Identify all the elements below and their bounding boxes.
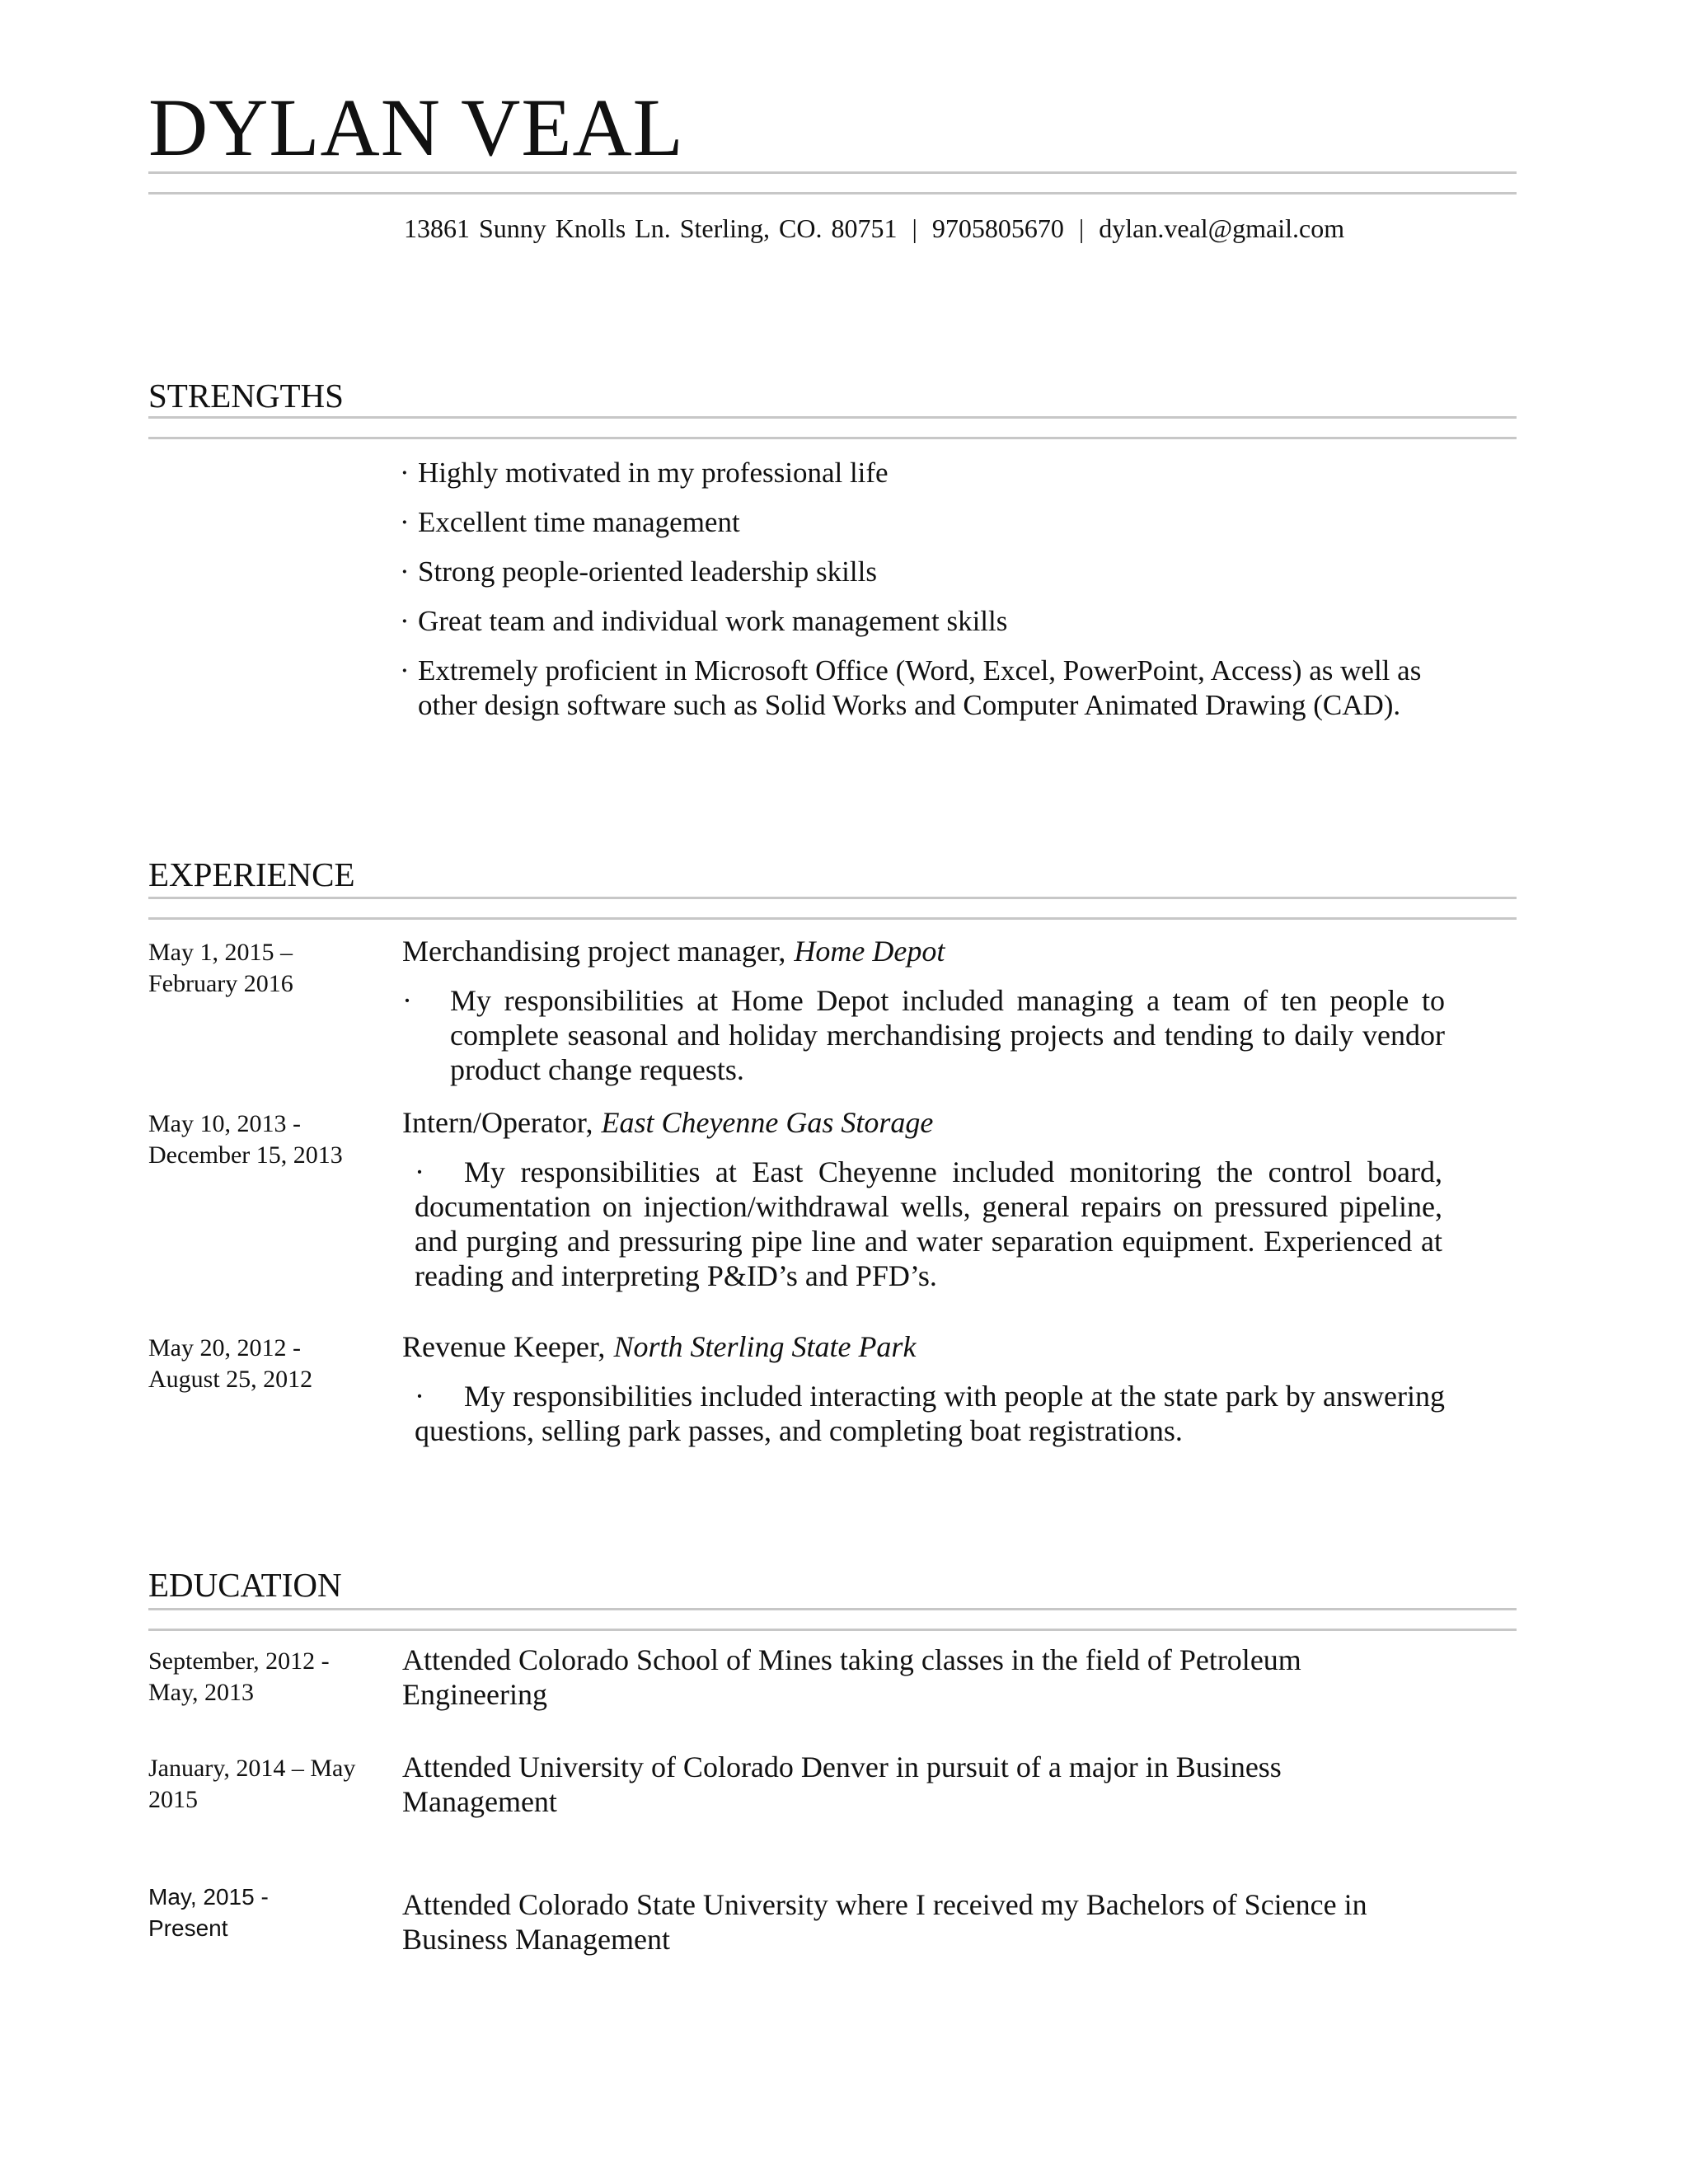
experience-rule-bottom: [148, 917, 1517, 920]
list-item: · Great team and individual work management skills: [400, 605, 1008, 637]
job-title: Merchandising project manager, Home Depot: [402, 935, 945, 968]
bullet-icon: ·: [415, 1380, 424, 1413]
separator: |: [1078, 213, 1085, 243]
phone-number: 9705805670: [931, 213, 1064, 243]
education-entry: Attended University of Colorado Denver in pursuit of a major in Business Management: [402, 1750, 1282, 1818]
job-description: · My responsibilities at Home Depot included managing a team of ten people to complete seasonal and holiday merchandising projects and tending to daily vendor product change requests.: [402, 984, 1445, 1086]
list-item: · Highly motivated in my professional life: [400, 457, 889, 489]
education-entry: Attended Colorado School of Mines taking classes in the field of Petroleum Engineering: [402, 1643, 1301, 1711]
email-address: dylan.veal@gmail.com: [1099, 213, 1345, 243]
job-title: Revenue Keeper, North Sterling State Park: [402, 1330, 917, 1363]
contact-line: [404, 212, 1344, 245]
job-date: May 10, 2013 - December 15, 2013: [148, 1110, 343, 1169]
strengths-rule-top: [148, 416, 1517, 419]
header-rule-top: [148, 171, 1517, 174]
experience-rule-top: [148, 897, 1517, 899]
bullet-icon: ·: [402, 984, 412, 1017]
education-entry: Attended Colorado State University where I received my Bachelors of Science in Business Management: [402, 1888, 1367, 1956]
bullet-icon: ·: [415, 1155, 424, 1188]
bullet-icon: ·: [400, 506, 410, 538]
education-date: September, 2012 - May, 2013: [148, 1647, 330, 1706]
header-rule-bottom: [148, 192, 1517, 194]
candidate-name: DYLAN VEAL: [148, 82, 684, 173]
job-title: Intern/Operator, East Cheyenne Gas Storage: [402, 1106, 934, 1139]
list-item: · Excellent time management: [400, 506, 740, 538]
education-date: May, 2015 - Present: [148, 1884, 269, 1941]
job-description: · My responsibilities at East Cheyenne included monitoring the control board, documentation on injection/withdrawal wells, general repairs on pressured pipeline, and purging and pressuring pipe line and water separation equipment. Experienced at reading and interpreting P&ID’s and PFD’s.: [415, 1155, 1442, 1292]
strengths-rule-bottom: [148, 437, 1517, 439]
section-title-experience: EXPERIENCE: [148, 855, 355, 893]
strengths-list: [400, 456, 1463, 738]
list-item: · Strong people-oriented leadership skills: [400, 555, 877, 588]
job-entry: [402, 1105, 1442, 1293]
job-date: May 1, 2015 – February 2016: [148, 939, 293, 997]
job-date: May 20, 2012 - August 25, 2012: [148, 1334, 313, 1393]
bullet-icon: ·: [400, 605, 410, 637]
section-title-strengths: STRENGTHS: [148, 377, 344, 415]
separator: |: [912, 213, 917, 243]
company-name: East Cheyenne Gas Storage: [601, 1106, 934, 1139]
bullet-icon: ·: [400, 555, 410, 588]
education-date: January, 2014 – May 2015: [148, 1755, 356, 1813]
job-entry: [402, 934, 1445, 1087]
job-entry: [402, 1329, 1445, 1448]
bullet-icon: ·: [400, 457, 410, 489]
job-description: · My responsibilities included interacting with people at the state park by answering questions, selling park passes, and completing boat registrations.: [415, 1380, 1445, 1447]
address: 13861 Sunny Knolls Ln. Sterling, CO. 80751: [404, 213, 898, 243]
company-name: North Sterling State Park: [613, 1330, 917, 1363]
education-rule-top: [148, 1608, 1517, 1610]
company-name: Home Depot: [794, 935, 945, 968]
section-title-education: EDUCATION: [148, 1566, 342, 1604]
list-item: · Extremely proficient in Microsoft Office (Word, Excel, PowerPoint, Access) as well as other design software such as Solid Works and Computer Animated Drawing (CAD).: [400, 654, 1422, 721]
bullet-icon: ·: [400, 654, 410, 687]
education-rule-bottom: [148, 1629, 1517, 1631]
